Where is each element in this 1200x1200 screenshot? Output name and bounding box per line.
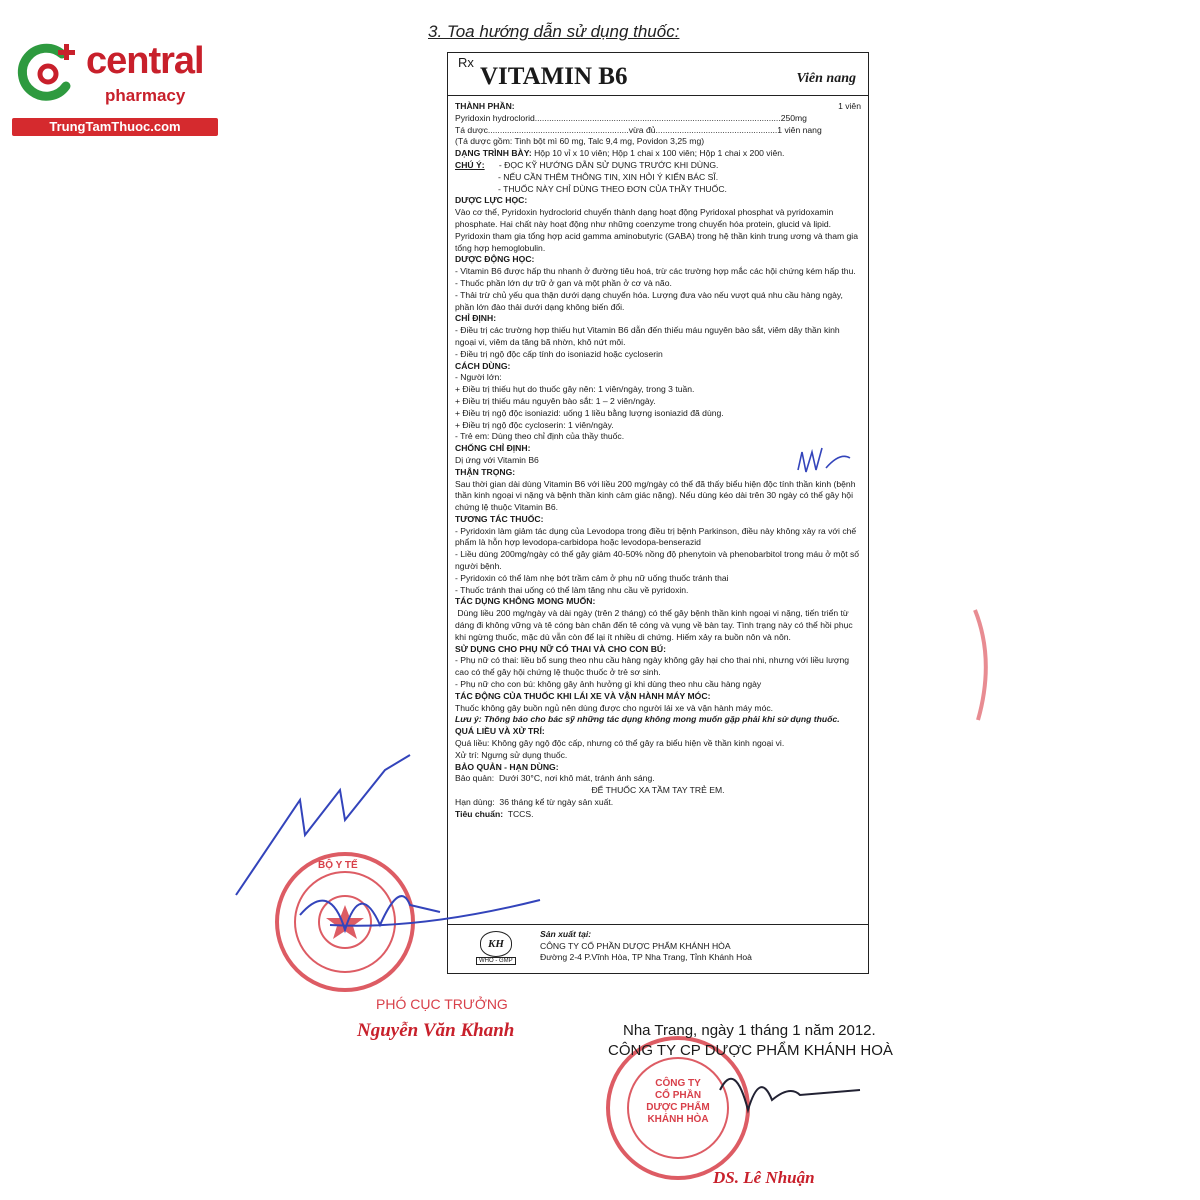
label-line-text: [455, 125, 822, 135]
line-right: 1 viên: [838, 101, 861, 111]
label-line-text: [455, 408, 724, 418]
label-line-text: [455, 585, 688, 595]
line-text: + Điều trị ngộ độc cycloserin: 1 viên/ngày.: [455, 419, 614, 430]
logo-name: central: [86, 40, 204, 82]
label-line: [455, 361, 861, 373]
label-line: [455, 679, 861, 691]
label-line: [455, 443, 861, 455]
label-line-text: [455, 479, 858, 513]
label-line: [455, 762, 861, 774]
signer-name-left: Nguyễn Văn Khanh: [357, 1020, 515, 1041]
label-line: [455, 455, 861, 467]
pharmacy-cross-icon: [14, 40, 78, 104]
line-text: - NẾU CẦN THÊM THÔNG TIN, XIN HỎI Ý KIẾN BÁC SĨ.: [455, 171, 719, 182]
label-line-text: [455, 254, 534, 264]
section-title: CÁCH DÙNG:: [455, 360, 511, 371]
section-title: Tiêu chuẩn:: [455, 808, 504, 819]
label-line: [455, 101, 861, 113]
label-line: [455, 408, 861, 420]
label-line: [455, 113, 861, 125]
line-text: - Thuốc phần lớn dự trữ ở gan và một phần ở cơ và não.: [455, 277, 672, 288]
label-line: [455, 195, 861, 207]
label-line: [455, 384, 861, 396]
rx-mark: Rx: [458, 55, 474, 70]
line-text: - Vitamin B6 được hấp thu nhanh ở đường tiêu hoá, trừ các trường hợp mắc các hội chứng kém hấp thu.: [455, 266, 856, 277]
label-line: [455, 549, 861, 573]
label-header: [448, 53, 868, 96]
label-line: [455, 278, 861, 290]
logo-subtitle: pharmacy: [105, 86, 186, 105]
line-text: - Người lớn:: [455, 372, 502, 383]
label-line-text: [455, 184, 727, 194]
label-line-text: [455, 113, 807, 123]
label-line-text: [455, 738, 784, 748]
label-line: [455, 467, 861, 479]
right-stamp-inner-text: [640, 1078, 716, 1126]
line-text: - ĐỌC KỸ HƯỚNG DẪN SỬ DỤNG TRƯỚC KHI DÙNG.: [484, 159, 719, 170]
line-text: Thuốc không gây buồn ngủ nên dùng được cho người lái xe và vận hành máy móc.: [455, 702, 774, 713]
gmp-badge: WHO - GMP: [476, 957, 516, 965]
label-line-text: [455, 726, 545, 736]
label-line-text: [455, 608, 855, 642]
label-line-text: [455, 644, 666, 654]
label-line: [455, 655, 861, 679]
label-line: [455, 479, 861, 514]
section-title: DƯỢC LỰC HỌC:: [455, 195, 528, 206]
right-signature: [720, 1079, 860, 1110]
label-line: [455, 608, 861, 643]
line-text: + Điều trị ngộ độc isoniazid: uống 1 liều bằng lượng isoniazid đã dùng.: [455, 407, 724, 418]
stamp-line-2: CỔ PHẦN: [654, 1090, 702, 1101]
label-line-text: [455, 596, 595, 606]
section-title: CHỈ ĐỊNH:: [455, 313, 497, 324]
line-text: Sau thời gian dài dùng Vitamin B6 với liều 200 mg/ngày có thể đã thấy biểu hiện độc tính thần kinh (bệnh thần kinh ngoại vi nặng và bệnh thần kinh cảm giác nặng). Nếu dùng kéo dài trên 30 ngày có thể gây hội chứng lệ thuộc Vitamin B6.: [455, 478, 858, 513]
section-heading: 3. Toa hướng dẫn sử dụng thuốc:: [428, 22, 680, 41]
line-text: Hộp 10 vỉ x 10 viên; Hộp 1 chai x 100 viên; Hộp 1 chai x 200 viên.: [531, 148, 785, 159]
label-line: [455, 160, 861, 172]
line-text: - Thuốc tránh thai uống có thể làm tăng nhu cầu về pyridoxin.: [455, 584, 689, 595]
label-line-text: [455, 361, 510, 371]
section-title: TÁC ĐỘNG CỦA THUỐC KHI LÁI XE VÀ VẬN HÀNH MÁY MÓC:: [455, 690, 711, 701]
line-text: Vào cơ thể, Pyridoxin hydroclorid chuyển thành dạng hoạt động Pyridoxal phosphat và pyridoxamin phosphate. Hai chất này hoạt động như những coenzyme trong chuyển hóa protein, glucid và lipid. Pyridoxin tham gia tổng hợp acid gamma aminobutyric (GABA) trong hệ thần kinh trung ương và tham gia tổng hợp hemoglobulin.: [455, 207, 861, 253]
manufacturer-text: [540, 929, 752, 964]
label-line: [455, 148, 861, 160]
signer-title: PHÓ CỤC TRƯỞNG: [376, 996, 508, 1012]
label-line: [455, 372, 861, 384]
manufacturer-address: Đường 2-4 P.Vĩnh Hòa, TP Nha Trang, Tỉnh Khánh Hoà: [540, 952, 752, 962]
label-line-text: [455, 266, 856, 276]
label-line: [455, 773, 861, 785]
label-line-text: [455, 443, 530, 453]
label-line: [455, 136, 861, 148]
line-text: - Điều trị các trường hợp thiếu hụt Vitamin B6 dẫn đến thiếu máu nguyên bào sắt, viêm dây thần kinh ngoại vi, viêm da tăng bã nhờn, khô nứt môi.: [455, 325, 843, 347]
label-line-text: [455, 172, 718, 182]
label-line-text: [455, 691, 710, 701]
label-line: [455, 420, 861, 432]
section-title: DƯỢC ĐỘNG HỌC:: [455, 254, 535, 265]
label-line-text: [455, 290, 845, 312]
label-line: [455, 644, 861, 656]
label-line: [455, 290, 861, 314]
label-line: [455, 125, 861, 137]
label-line-text: [455, 797, 613, 807]
label-line: [455, 266, 861, 278]
line-text: - Thải trừ chủ yếu qua thận dưới dạng chuyển hóa. Lượng đưa vào nếu vượt quá nhu cầu hàng ngày, phần lớn đào thải dưới dạng không biến đổi.: [455, 289, 846, 312]
section-title: THẬN TRỌNG:: [455, 466, 516, 477]
manufacturer-block: [448, 924, 868, 973]
line-text: - Phụ nữ cho con bú: không gây ảnh hưởng gì khi dùng theo nhu cầu hàng ngày: [455, 679, 762, 690]
label-line: [455, 797, 861, 809]
label-line: [455, 184, 861, 196]
label-line-text: [455, 136, 704, 146]
label-line: [455, 172, 861, 184]
line-text: + Điều trị thiếu máu nguyên bào sắt: 1 – 2 viên/ngày.: [455, 395, 656, 406]
line-text: Pyridoxin hydroclorid.......................................................................................................250mg: [455, 112, 807, 123]
label-line-text: [455, 431, 624, 441]
line-text: - Phụ nữ có thai: liều bổ sung theo nhu cầu hàng ngày không gây hại cho thai nhi, nhưng với liều lượng cao có thể gây hội chứng lệ thuộc thuốc ở trẻ sơ sinh.: [455, 655, 852, 678]
label-content: [455, 101, 861, 821]
ministry-stamp: [277, 854, 413, 990]
section-title: THÀNH PHẦN:: [455, 101, 515, 111]
section-title: CHỐNG CHỈ ĐỊNH:: [455, 443, 531, 454]
label-line: Lưu ý: Thông báo cho bác sỹ những tác dụng không mong muốn gặp phải khi sử dụng thuốc.: [455, 714, 840, 725]
line-text: (Tá dược gồm: Tinh bột mì 60 mg, Talc 9,4 mg, Povidon 3,25 mg): [455, 136, 705, 147]
label-line: [455, 703, 861, 715]
stamp-line-1: CÔNG TY: [655, 1078, 701, 1089]
label-line-text: [455, 514, 543, 524]
label-line: [455, 207, 861, 254]
label-line: [455, 526, 861, 550]
section-title: QUÁ LIỀU VÀ XỬ TRÍ:: [455, 726, 545, 737]
edge-stamp-fragment: [975, 610, 986, 720]
section-title: TÁC DỤNG KHÔNG MONG MUỐN:: [455, 596, 596, 607]
label-line-text: [455, 313, 496, 323]
label-line-text: [455, 526, 859, 548]
logo-url[interactable]: TrungTamThuoc.com: [12, 118, 218, 136]
date-line: Nha Trang, ngày 1 tháng 1 năm 2012.: [623, 1022, 876, 1039]
label-line-text: [455, 655, 851, 677]
label-line-text: [455, 372, 502, 382]
label-line: [455, 514, 861, 526]
label-line-text: [455, 750, 567, 760]
drug-label: [447, 52, 869, 974]
line-text: + Điều trị thiếu hụt do thuốc gây nên: 1 viên/ngày, trong 3 tuần.: [455, 384, 695, 395]
central-pharmacy-logo[interactable]: [10, 38, 220, 138]
label-line-text: [455, 703, 773, 713]
label-line-text: [455, 467, 515, 477]
left-signature: [236, 755, 410, 895]
line-text: Tá dược...........................................................vừa đủ...................................................1 viên nang: [455, 124, 822, 135]
label-line-text: [455, 762, 559, 772]
label-line-text: [455, 573, 729, 583]
stamp-line-4: KHÁNH HÒA: [647, 1114, 709, 1125]
company-line: CÔNG TY CP DƯỢC PHẨM KHÁNH HOÀ: [608, 1042, 893, 1059]
line-text: Dị ứng với Vitamin B6: [455, 454, 539, 465]
label-line-text: [455, 195, 527, 205]
label-line-text: [455, 384, 694, 394]
left-stamp-ring-text: BỘ Y TẾ: [318, 860, 358, 871]
label-line: [455, 254, 861, 266]
section-title: BẢO QUẢN - HẠN DÙNG:: [455, 761, 559, 772]
label-line: [455, 585, 861, 597]
dosage-form: Viên nang: [796, 71, 856, 86]
line-text: - Pyridoxin làm giảm tác dụng của Levodopa trong điều trị bệnh Parkinson, điều này không xảy ra với chế phẩm là hỗn hợp levodopa-carbidopa hoặc levodopa-benserazid: [455, 525, 859, 548]
label-line-text: [455, 278, 672, 288]
manufacturer-name: CÔNG TY CỔ PHẦN DƯỢC PHẨM KHÁNH HÒA: [540, 940, 731, 951]
label-line: [455, 750, 861, 762]
label-line: [455, 691, 861, 703]
section-title: DẠNG TRÌNH BÀY:: [455, 148, 532, 159]
line-text: Quá liều: Không gây ngộ độc cấp, nhưng có thể gây ra biểu hiện về thần kinh ngoại vi.: [455, 738, 785, 749]
label-line: [455, 431, 861, 443]
stamp-line-3: DƯỢC PHẨM: [646, 1102, 710, 1113]
line-text: - Điều trị ngộ độc cấp tính do isoniazid hoặc cycloserin: [455, 348, 663, 359]
label-line-text: [455, 455, 539, 465]
label-line-text: [455, 549, 861, 571]
note-title: CHÚ Ý:: [455, 159, 485, 170]
line-text: - THUỐC NÀY CHỈ DÙNG THEO ĐƠN CỦA THẦY THUỐC.: [455, 183, 727, 194]
manufacturer-logo: KH: [480, 931, 512, 957]
label-line: [455, 396, 861, 408]
label-line: ĐỂ THUỐC XA TẦM TAY TRẺ EM.: [591, 785, 725, 796]
line-text: Xử trí: Ngưng sử dụng thuốc.: [455, 749, 568, 760]
label-line-text: [455, 349, 663, 359]
label-line: [455, 596, 861, 608]
label-line-text: [455, 420, 614, 430]
label-line: [455, 738, 861, 750]
line-text: - Pyridoxin có thể làm nhẹ bớt trầm cảm ở phụ nữ uống thuốc tránh thai: [455, 572, 729, 583]
label-line-text: [455, 148, 784, 158]
line-text: - Trẻ em: Dùng theo chỉ định của thầy thuốc.: [455, 431, 625, 442]
label-line-text: [455, 396, 656, 406]
label-line: [455, 349, 861, 361]
label-line: [455, 573, 861, 585]
section-title: TƯƠNG TÁC THUỐC:: [455, 513, 544, 524]
line-text: TCCS.: [503, 808, 534, 819]
label-line: [455, 313, 861, 325]
manufacturer-label: Sản xuất tại:: [540, 929, 592, 939]
label-line-text: [455, 325, 842, 347]
label-line-text: [455, 773, 655, 783]
label-line-text: [455, 809, 533, 819]
label-line: [455, 809, 861, 821]
line-text: Hạn dùng: 36 tháng kể từ ngày sản xuất.: [455, 797, 614, 808]
label-line: [455, 325, 861, 349]
label-line: [455, 726, 861, 738]
line-text: - Liều dùng 200mg/ngày có thể gây giảm 40-50% nồng độ phenytoin và phenobarbitol trong máu ở một số người bệnh.: [455, 549, 862, 572]
drug-title: VITAMIN B6: [480, 63, 628, 90]
label-line-text: [455, 101, 515, 113]
line-text: Bảo quản: Dưới 30°C, nơi khô mát, tránh ánh sáng.: [455, 773, 655, 784]
label-line-text: [455, 207, 860, 252]
line-text: Dùng liều 200 mg/ngày và dài ngày (trên 2 tháng) có thể gây bệnh thần kinh ngoại vi nặng, tiến triển từ dáng đi không vững và tê cóng bàn chân đến tê cóng và vụng về bàn tay. Tình trạng này có thể hồi phục khi ngừng thuốc, mặc dù vẫn còn để lại ít nhiều di chứng. Hiếm xảy ra buồn nôn và nôn.: [455, 608, 856, 642]
section-title: SỬ DỤNG CHO PHỤ NỮ CÓ THAI VÀ CHO CON BÚ:: [455, 643, 666, 654]
signer-name-right: DS. Lê Nhuận: [713, 1168, 815, 1187]
label-line-text: [455, 679, 761, 689]
label-line-text: [455, 160, 718, 170]
